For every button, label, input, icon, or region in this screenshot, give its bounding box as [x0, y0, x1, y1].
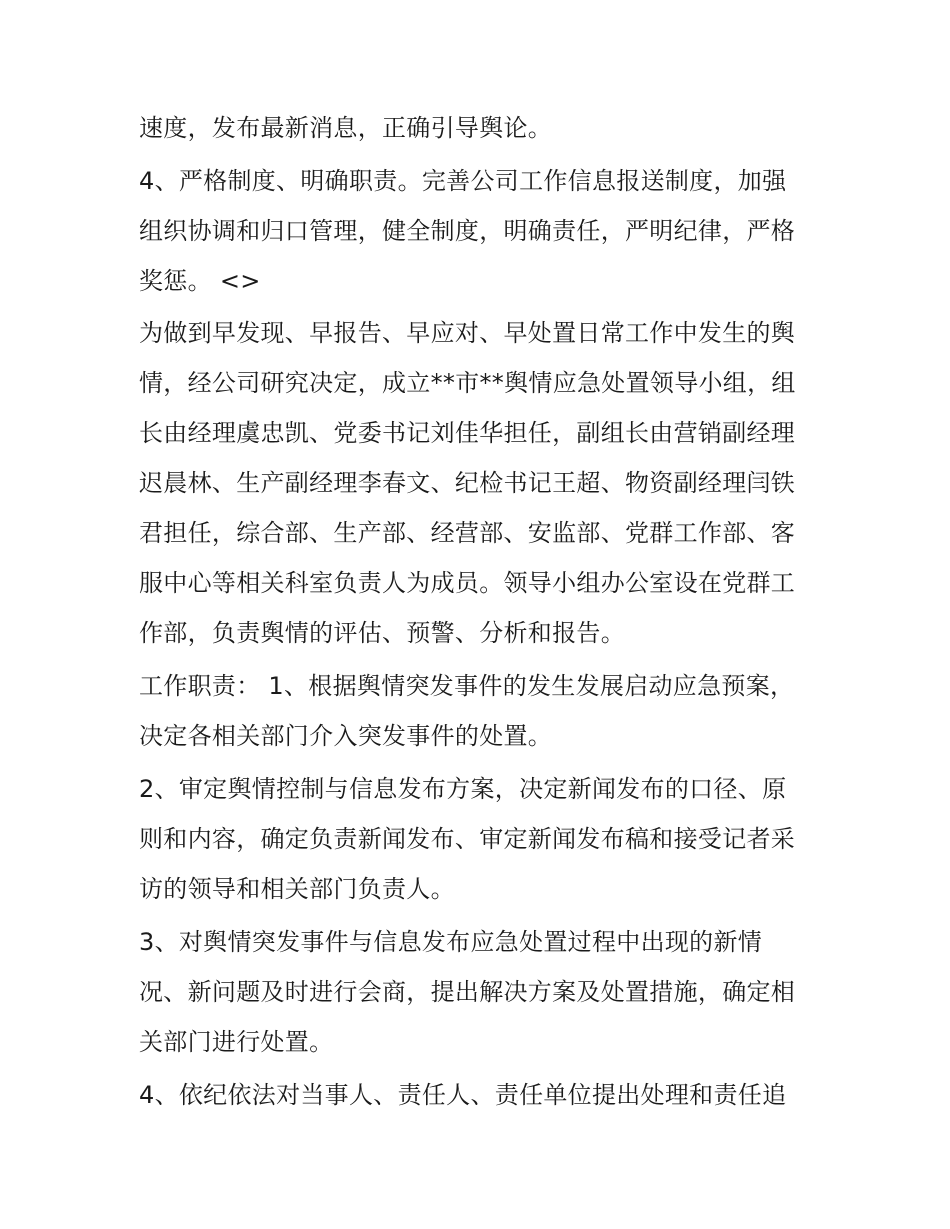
text-line: 君担任，综合部、生产部、经营部、安监部、党群工作部、客: [139, 519, 796, 547]
text-line: 况、新问题及时进行会商，提出解决方案及处置措施，确定相: [139, 978, 796, 1006]
text-line: 决定各相关部门介入突发事件的处置。: [139, 722, 553, 750]
text-line: 组织协调和归口管理，健全制度，明确责任，严明纪律，严格: [139, 217, 796, 245]
text-line: 速度，发布最新消息，正确引导舆论。: [139, 114, 553, 142]
text-line: 2、审定舆情控制与信息发布方案，决定新闻发布的口径、原: [139, 775, 787, 803]
text-line: 4、严格制度、明确职责。完善公司工作信息报送制度，加强: [139, 167, 787, 195]
text-line: 3、对舆情突发事件与信息发布应急处置过程中出现的新情: [139, 928, 763, 956]
text-line: 作部，负责舆情的评估、预警、分析和报告。: [139, 619, 625, 647]
text-line: 迟晨林、生产副经理李春文、纪检书记王超、物资副经理闫铁: [139, 469, 796, 497]
text-line: 奖惩。 <>: [139, 267, 261, 295]
text-line: 则和内容，确定负责新闻发布、审定新闻发布稿和接受记者采: [139, 825, 796, 853]
text-line: 为做到早发现、早报告、早应对、早处置日常工作中发生的舆: [139, 319, 796, 347]
text-line: 长由经理虞忠凯、党委书记刘佳华担任，副组长由营销副经理: [139, 419, 796, 447]
text-line: 访的领导和相关部门负责人。: [139, 875, 455, 903]
text-line: 工作职责： 1、根据舆情突发事件的发生发展启动应急预案，: [139, 672, 795, 700]
text-line: 关部门进行处置。: [139, 1028, 334, 1056]
text-line: 情，经公司研究决定，成立**市**舆情应急处置领导小组，组: [139, 369, 796, 397]
text-line: 服中心等相关科室负责人为成员。领导小组办公室设在党群工: [139, 569, 796, 597]
text-line: 4、依纪依法对当事人、责任人、责任单位提出处理和责任追: [139, 1081, 787, 1109]
